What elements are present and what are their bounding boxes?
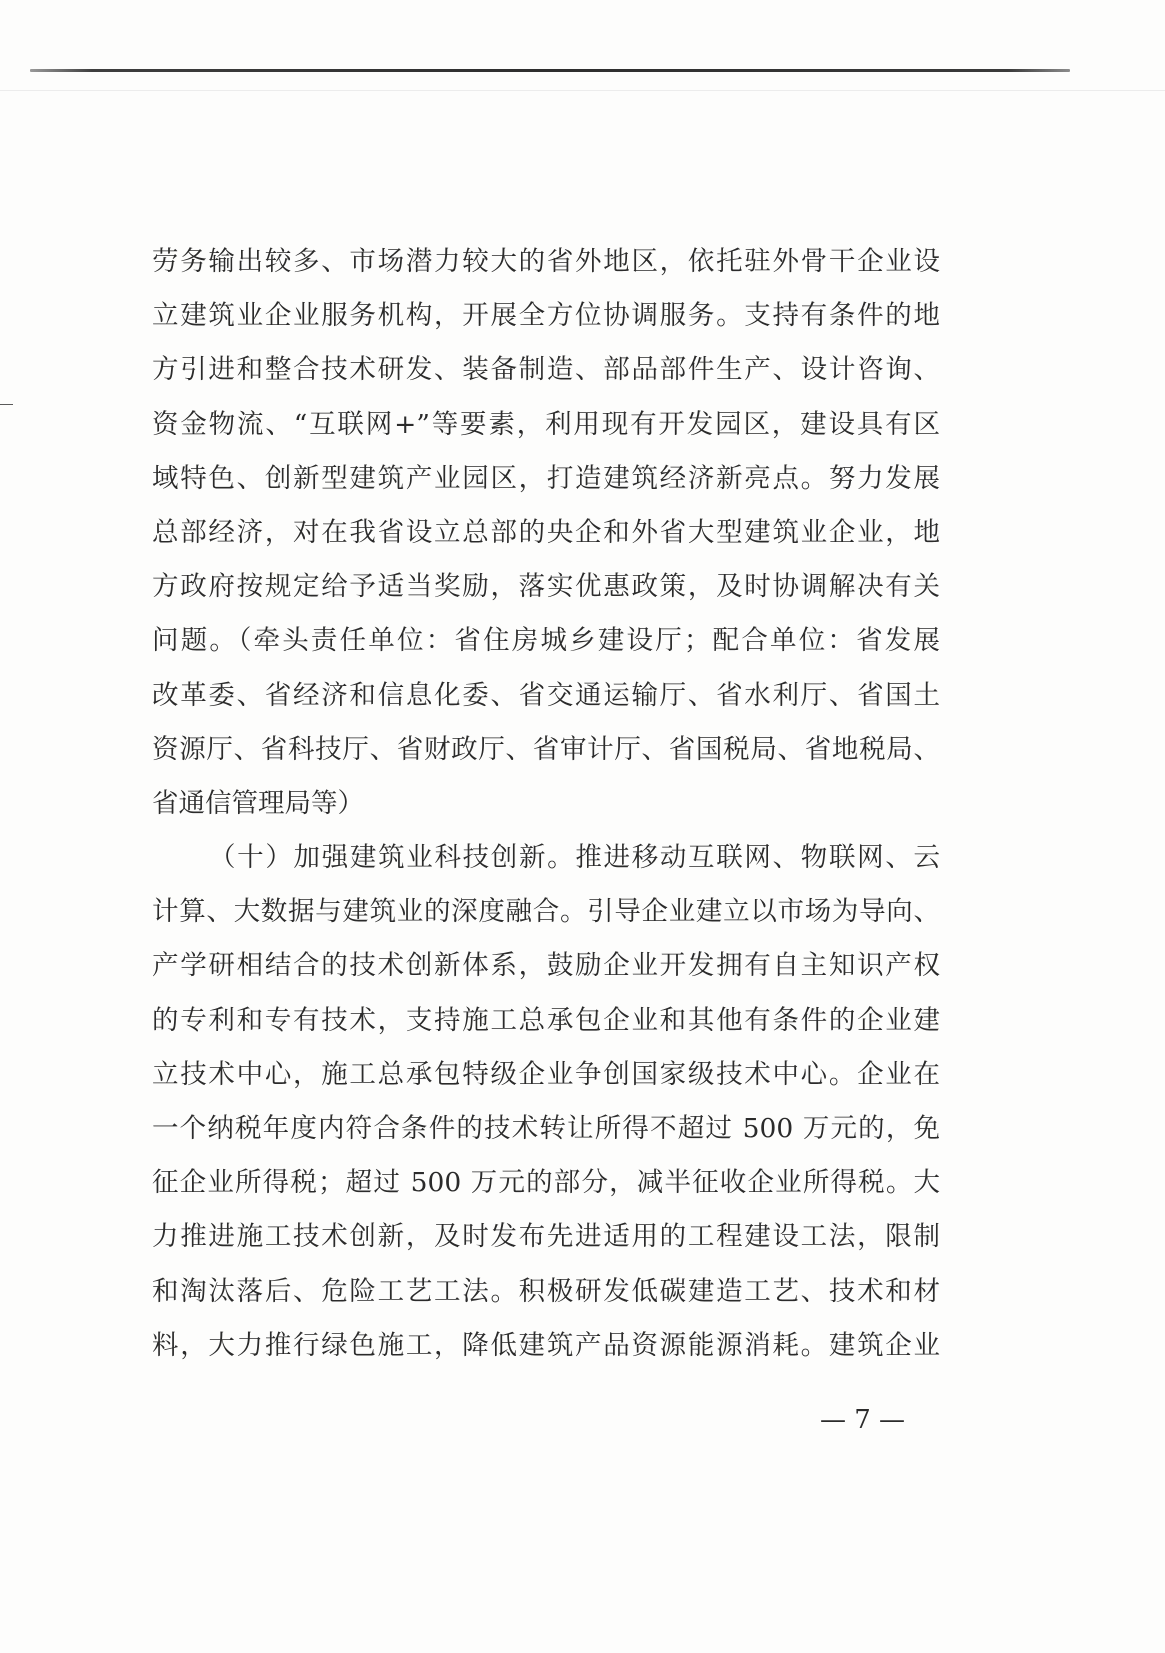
- text-line: 立建筑业企业服务机构，开展全方位协调服务。支持有条件的地: [152, 300, 940, 332]
- text-line: 计算、大数据与建筑业的深度融合。引导企业建立以市场为导向、: [152, 896, 940, 928]
- text-line: 总部经济，对在我省设立总部的央企和外省大型建筑业企业，地: [152, 516, 940, 548]
- text-line: 产学研相结合的技术创新体系，鼓励企业开发拥有自主知识产权: [152, 950, 940, 982]
- text-line: 方政府按规定给予适当奖励，落实优惠政策，及时协调解决有关: [152, 571, 940, 603]
- text-line: 改革委、省经济和信息化委、省交通运输厅、省水利厅、省国土: [152, 679, 940, 711]
- text-line: 劳务输出较多、市场潜力较大的省外地区，依托驻外骨干企业设: [152, 246, 940, 277]
- body-text: [152, 235, 940, 1373]
- text-line: 征企业所得税；超过 500 万元的部分，减半征收企业所得税。大: [152, 1167, 940, 1199]
- text-line: 域特色、创新型建筑产业园区，打造建筑经济新亮点。努力发展: [152, 462, 940, 494]
- text-line: 料，大力推行绿色施工，降低建筑产品资源能源消耗。建筑企业: [152, 1329, 940, 1361]
- text-line-paragraph-end: 省通信管理局等）: [152, 787, 364, 819]
- text-line: 的专利和专有技术，支持施工总承包企业和其他有条件的企业建: [152, 1004, 940, 1036]
- text-line: 和淘汰落后、危险工艺工法。积极研发低碳建造工艺、技术和材: [152, 1275, 940, 1307]
- text-line: 立技术中心，施工总承包特级企业争创国家级技术中心。企业在: [152, 1058, 940, 1090]
- margin-tick: [0, 404, 13, 405]
- text-line: 资金物流、“互联网+”等要素，利用现有开发园区，建设具有区: [152, 408, 940, 440]
- text-line: 问题。（牵头责任单位：省住房城乡建设厅；配合单位：省发展: [152, 625, 940, 657]
- text-line: 资源厅、省科技厅、省财政厅、省审计厅、省国税局、省地税局、: [152, 733, 940, 765]
- text-line-section-heading: （十）加强建筑业科技创新。推进移动互联网、物联网、云: [209, 842, 940, 874]
- page-number: — 7 —: [819, 1405, 906, 1435]
- header-rule: [30, 69, 1070, 72]
- text-line: 方引进和整合技术研发、装备制造、部品部件生产、设计咨询、: [152, 354, 940, 386]
- text-line: 一个纳税年度内符合条件的技术转让所得不超过 500 万元的，免: [152, 1113, 940, 1144]
- header-rule-faint: [0, 90, 1165, 91]
- text-line: 力推进施工技术创新，及时发布先进适用的工程建设工法，限制: [152, 1221, 940, 1253]
